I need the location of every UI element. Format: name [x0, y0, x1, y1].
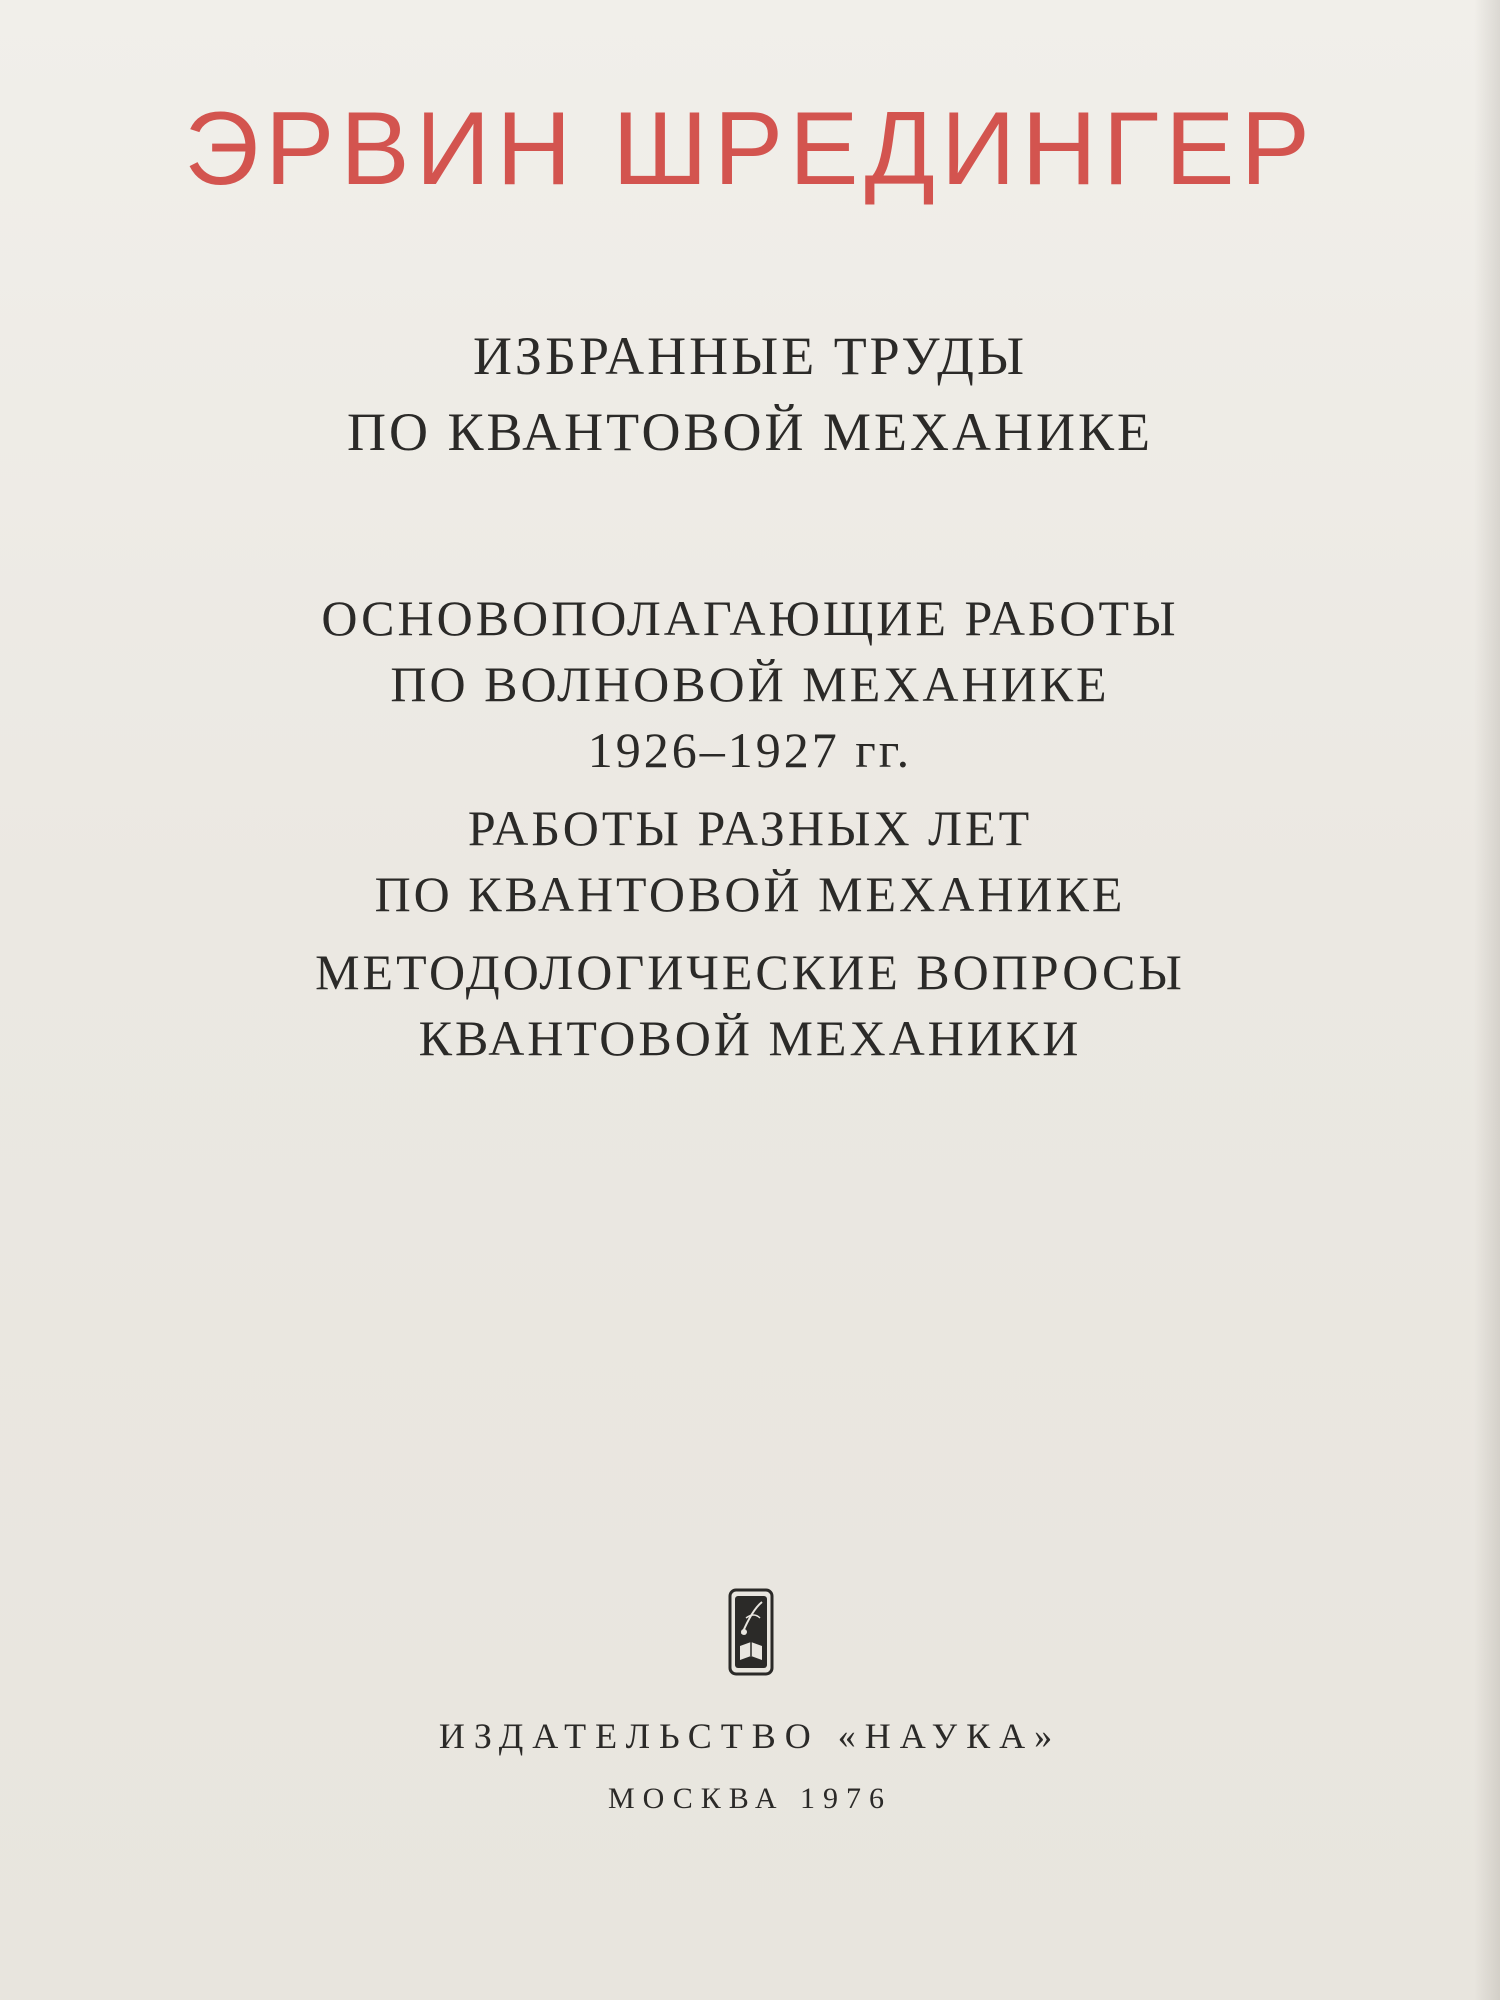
author-name: ЭРВИН ШРЕДИНГЕР: [184, 91, 1316, 207]
subtitle-line: РАБОТЫ РАЗНЫХ ЛЕТ: [467, 800, 1033, 856]
subtitle-line: ПО ВОЛНОВОЙ МЕХАНИКЕ: [390, 656, 1110, 712]
subtitle-line: ПО КВАНТОВОЙ МЕХАНИКЕ: [374, 866, 1126, 922]
publication-place-year: МОСКВА 1976: [607, 1782, 892, 1815]
book-title-line-1: ИЗБРАННЫЕ ТРУДЫ: [472, 326, 1028, 386]
subtitle-line: МЕТОДОЛОГИЧЕСКИЕ ВОПРОСЫ: [315, 944, 1185, 1000]
subtitle-years: 1926–1927 гг.: [587, 722, 913, 778]
publisher-name: ИЗДАТЕЛЬСТВО «НАУКА»: [438, 1716, 1062, 1756]
subtitle-line: КВАНТОВОЙ МЕХАНИКИ: [418, 1010, 1082, 1066]
spacer: [0, 927, 1500, 939]
book-title-line-2: ПО КВАНТОВОЙ МЕХАНИКЕ: [347, 402, 1153, 462]
spacer: [0, 783, 1500, 795]
contents-subtitles: [0, 585, 1500, 1071]
book-title: [0, 318, 1500, 470]
subtitle-line: ОСНОВОПОЛАГАЮЩИЕ РАБОТЫ: [321, 590, 1179, 646]
nauka-logo-icon: [728, 1588, 774, 1676]
